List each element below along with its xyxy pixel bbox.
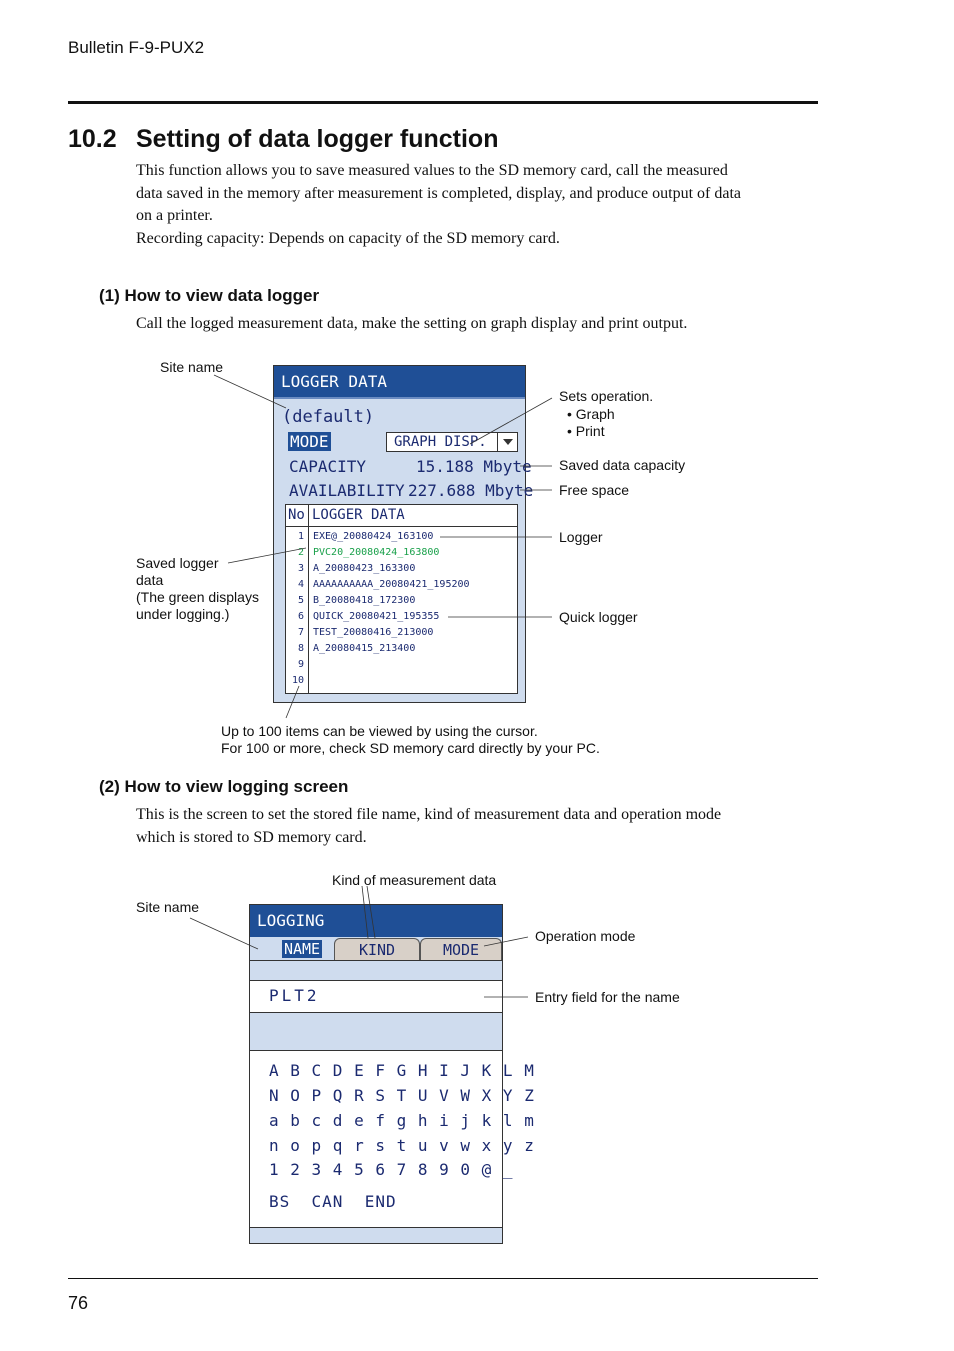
- row-number: 1: [297, 531, 304, 542]
- leader-line: [484, 937, 528, 946]
- availability-value: 227.688 Mbyte: [408, 481, 534, 500]
- row-file-name: EXE@_20080424_163100: [313, 531, 434, 542]
- row-number: 10: [291, 675, 304, 686]
- label-entry-field: Entry field for the name: [535, 989, 680, 1005]
- keyboard-row[interactable]: N O P Q R S T U V W X Y Z: [269, 1086, 535, 1105]
- tab-label: KIND: [358, 941, 396, 959]
- keyboard-row[interactable]: n o p q r s t u v w x y z: [269, 1136, 535, 1155]
- tab-label: NAME: [283, 940, 321, 958]
- sub2-line: which is stored to SD memory card.: [136, 828, 367, 846]
- row-file-name: A_20080415_213400: [313, 643, 416, 654]
- column-header-name: LOGGER DATA: [312, 507, 405, 523]
- row-number: 9: [297, 659, 304, 670]
- intro-line: This function allows you to save measured values to the SD memory card, call the measured: [136, 162, 728, 179]
- leader-line: [362, 886, 368, 938]
- label-saved-capacity: Saved data capacity: [559, 457, 686, 473]
- label-line: data: [136, 572, 164, 588]
- row-file-name: B_20080418_172300: [313, 595, 416, 606]
- row-number: 2: [297, 547, 304, 558]
- availability-label: AVAILABILITY: [289, 481, 405, 500]
- label-sets-operation: Sets operation.: [559, 388, 654, 404]
- tab-label: MODE: [442, 941, 480, 959]
- row-file-name: A_20080423_163300: [313, 563, 416, 574]
- leader-line: [367, 886, 375, 938]
- leader-line: [470, 398, 552, 444]
- label-line: For 100 or more, check SD memory card directly by your PC.: [221, 740, 600, 756]
- leader-line: [190, 918, 258, 949]
- row-file-name: AAAAAAAAAA_20080421_195200: [313, 579, 470, 590]
- label-line: (The green displays: [136, 589, 259, 605]
- capacity-label: CAPACITY: [289, 457, 367, 476]
- label-site-name-2: Site name: [136, 899, 200, 915]
- row-number: 3: [297, 563, 304, 574]
- label-free-space: Free space: [559, 482, 630, 498]
- section-title: Setting of data logger function: [136, 125, 499, 153]
- mode-label-text: MODE: [290, 432, 329, 451]
- keyboard-row[interactable]: 1 2 3 4 5 6 7 8 9 0 @ _: [269, 1160, 514, 1179]
- label-logger: Logger: [559, 529, 603, 545]
- section-number: 10.2: [68, 125, 117, 153]
- column-header-no: No: [288, 507, 305, 523]
- row-file-name: TEST_20080416_213000: [313, 627, 434, 638]
- label-print: • Print: [567, 423, 605, 439]
- footer-rule: [68, 1278, 818, 1279]
- row-number: 8: [297, 643, 304, 654]
- subheading-view-data-logger: (1) How to view data logger: [99, 286, 320, 305]
- row-file-name: QUICK_20080421_195355: [313, 611, 440, 622]
- row-file-name: PVC20_20080424_163800: [313, 547, 440, 558]
- intro-line: Recording capacity: Depends on capacity of the SD memory card.: [136, 229, 560, 247]
- leader-line: [214, 375, 286, 408]
- intro-line: data saved in the memory after measurement is completed, display, and produce output of data: [136, 184, 741, 202]
- label-operation-mode: Operation mode: [535, 928, 636, 944]
- row-number: 4: [297, 579, 304, 590]
- page-number: 76: [68, 1293, 89, 1313]
- mode-select-value: GRAPH DISP.: [394, 434, 487, 450]
- row-number: 6: [297, 611, 304, 622]
- keyboard-control-keys[interactable]: BS CAN END: [269, 1192, 397, 1211]
- sub1-text: Call the logged measurement data, make the setting on graph display and print output.: [136, 315, 688, 332]
- row-number: 7: [297, 627, 304, 638]
- name-entry-field[interactable]: PLT2: [250, 981, 502, 1013]
- label-kind: Kind of measurement data: [332, 872, 497, 888]
- label-line: Up to 100 items can be viewed by using the cursor.: [221, 723, 538, 739]
- site-name-value: (default): [282, 407, 375, 427]
- capacity-value: 15.188 Mbyte: [416, 457, 532, 476]
- leader-line: [228, 548, 306, 563]
- leader-line: [286, 686, 299, 718]
- row-number: 5: [297, 595, 304, 606]
- screen-title: LOGGING: [250, 905, 502, 937]
- keyboard-row[interactable]: a b c d e f g h i j k l m: [269, 1111, 535, 1130]
- intro-line: on a printer.: [136, 207, 213, 224]
- label-site-name: Site name: [160, 359, 224, 375]
- keyboard-row[interactable]: A B C D E F G H I J K L M: [269, 1061, 535, 1080]
- label-graph: • Graph: [567, 406, 615, 422]
- subheading-view-logging-screen: (2) How to view logging screen: [99, 777, 349, 796]
- sub2-line: This is the screen to set the stored file name, kind of measurement data and operation mode: [136, 806, 722, 823]
- label-quick-logger: Quick logger: [559, 609, 638, 625]
- label-line: under logging.): [136, 606, 230, 622]
- screen-title: LOGGER DATA: [274, 366, 525, 399]
- bulletin-id: Bulletin F-9-PUX2: [68, 38, 205, 57]
- label-line: Saved logger: [136, 555, 219, 571]
